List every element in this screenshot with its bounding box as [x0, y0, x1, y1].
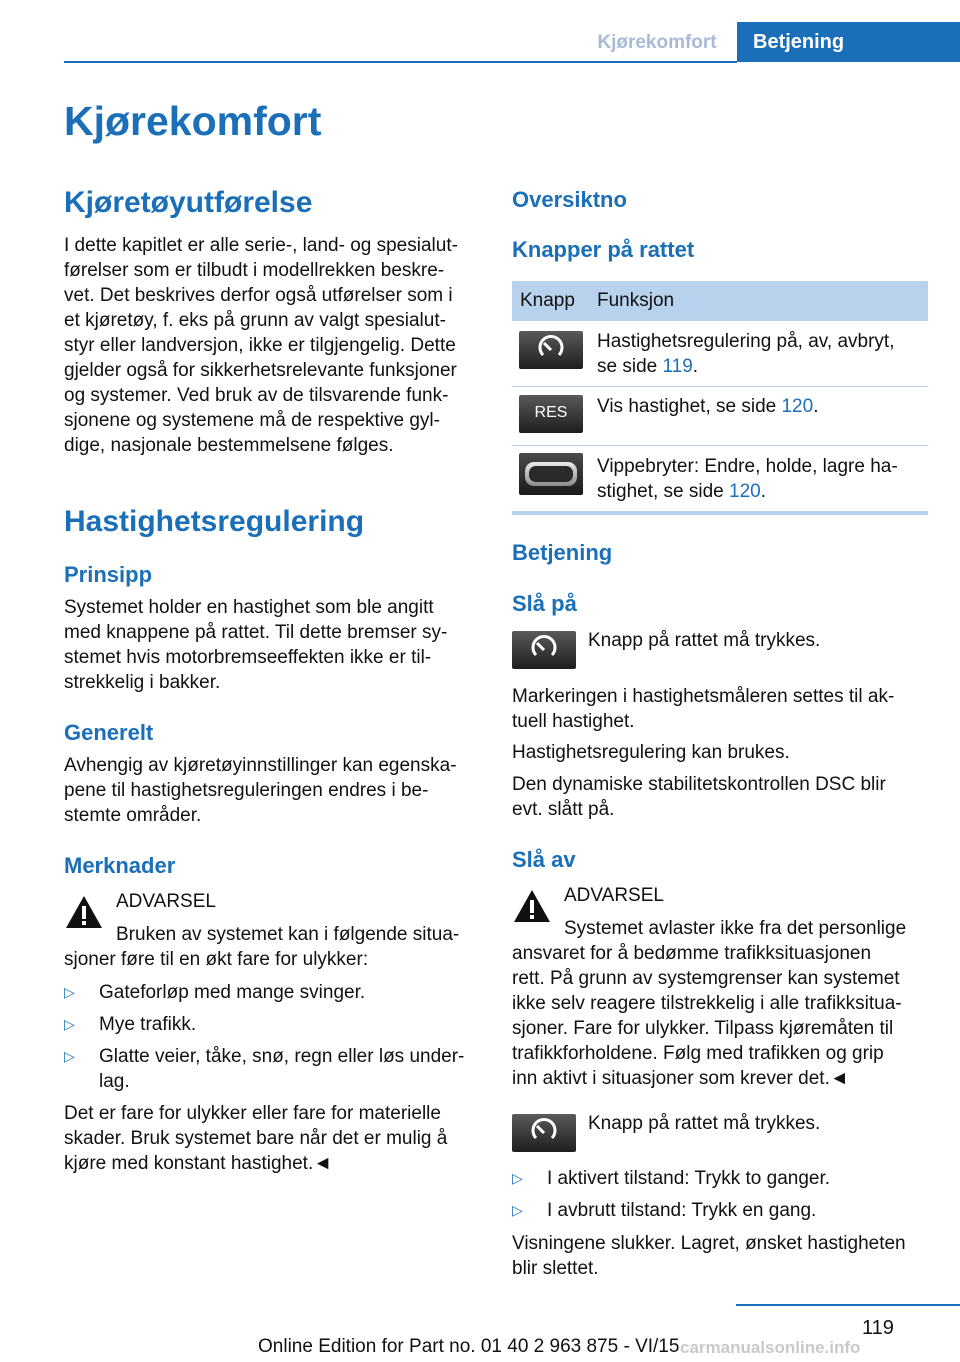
vehicle-heading: Kjøretøyutførelse: [64, 186, 313, 219]
page-link[interactable]: 120: [781, 396, 814, 417]
list-item: ▷ I avbrutt tilstand: Trykk en gang.: [512, 1200, 817, 1221]
on-text-b: Hastighetsregulering kan brukes.: [512, 742, 790, 763]
warning-label: ADVARSEL: [564, 885, 664, 906]
col-button-header: Knapp: [520, 290, 575, 311]
cruise-control-icon: [512, 631, 576, 669]
bullet-triangle-icon: ▷: [64, 984, 75, 1000]
list-item: ▷ Mye trafikk.: [64, 1014, 197, 1035]
header-chapter-tab: Betjening: [737, 22, 960, 62]
cruise-heading: Hastighetsregulering: [64, 505, 365, 538]
overview-heading: Oversiktno: [512, 187, 627, 212]
header-section: Kjørekomfort: [597, 32, 717, 53]
bullet-triangle-icon: ▷: [512, 1202, 523, 1218]
page-link[interactable]: 119: [662, 356, 693, 377]
list-item: ▷ Glatte veier, tåke, snø, regn eller løs under- lag.: [64, 1046, 465, 1092]
principle-heading: Prinsipp: [64, 562, 153, 587]
warning-text-first: Bruken av systemet kan i følgende situa-: [116, 924, 460, 945]
operation-heading: Betjening: [512, 540, 613, 565]
row-divider: [512, 445, 928, 446]
row-divider: [512, 386, 928, 387]
bullet-triangle-icon: ▷: [512, 1170, 523, 1186]
warning-text-rest: sjoner føre til en økt fare for ulykker:: [64, 949, 369, 970]
page-link[interactable]: 120: [729, 481, 761, 502]
page-title: Kjørekomfort: [64, 98, 322, 144]
on-heading: Slå på: [512, 591, 577, 616]
list-item: ▷ Gateforløp med mange svinger.: [64, 982, 366, 1003]
running-header: [0, 22, 960, 62]
buttons-heading: Knapper på rattet: [512, 237, 695, 262]
general-text: Avhengig av kjøretøyinnstillinger kan egenska- pene til hastighetsreguleringen endres i be- stemte områder.: [64, 755, 457, 826]
general-heading: Generelt: [64, 720, 154, 745]
on-text-a: Markeringen i hastighetsmåleren settes til ak- tuell hastighet.: [512, 686, 895, 732]
watermark: carmanualsonline.info: [680, 1338, 861, 1357]
table-bottom-rule: [512, 511, 928, 515]
warning-text-first: Systemet avlaster ikke fra det personlige: [564, 918, 907, 939]
cruise-control-icon: [512, 1114, 576, 1152]
hazard-list: [64, 980, 484, 1094]
warning-text-rest: ansvaret for å bedømme trafikksituasjonen rett. På grunn av systemgrenser kan systemet ikke selv reagere tilstrekkelig i alle trafikksitua- sjoner. Fare for ulykker. Tilpass kjøremåten til trafikkforholdene. Følg med trafikken og grip inn aktivt i situasjoner som krever det.◄: [512, 943, 902, 1089]
off-heading: Slå av: [512, 847, 576, 872]
warning-label: ADVARSEL: [116, 891, 216, 912]
res-button-icon: RES: [519, 395, 583, 433]
off-closing-text: Visningene slukker. Lagret, ønsket hastigheten blir slettet.: [512, 1233, 906, 1279]
edition-text: Online Edition for Part no. 01 40 2 963 875 - VI/15: [258, 1336, 680, 1357]
page-number: 119: [862, 1317, 894, 1339]
table-row: Vippebryter: Endre, holde, lagre ha- stighet, se side 120.: [597, 456, 898, 502]
table-header: [512, 281, 928, 321]
bullet-triangle-icon: ▷: [64, 1048, 75, 1064]
vehicle-text: I dette kapitlet er alle serie-, land- og spesialut- førelser som er tilbudt i modellrekken beskre- vet. Det beskrives derfor også utførelser som i et kjøretøy, f. eks på grunn av valgt spesialut- styr eller landversjon, ikke er tilgjengelig. Dette gjelder også for sikkerhetsrelevante funksjoner og systemer. Ved bruk av de tilsvarende funk- sjonene og systemene må de respektive gyl- dige, nasjonale bestemmelsene følges.: [64, 235, 458, 456]
cruise-control-icon: [519, 331, 583, 369]
list-item: ▷ I aktivert tilstand: Trykk to ganger.: [512, 1168, 831, 1189]
warning-icon: [512, 886, 552, 931]
off-list: [512, 1166, 932, 1223]
rocker-switch-icon: [519, 453, 583, 495]
press-text-2: Knapp på rattet må trykkes.: [588, 1113, 821, 1134]
col-function-header: Funksjon: [597, 290, 675, 311]
bullet-triangle-icon: ▷: [64, 1016, 75, 1032]
press-text: Knapp på rattet må trykkes.: [588, 630, 821, 651]
table-row: Vis hastighet, se side 120.: [597, 396, 819, 417]
principle-text: Systemet holder en hastighet som ble angitt med knappene på rattet. Til dette bremser sy- stemet hvis motorbremseeffekten ikke er til- strekkelig i bakker.: [64, 597, 448, 693]
notes-heading: Merknader: [64, 853, 176, 878]
header-rule: [64, 61, 737, 63]
warning-icon: [64, 892, 104, 937]
closing-text: Det er fare for ulykker eller fare for materielle skader. Bruk systemet bare når det er mulig å kjøre med konstant hastighet.◄: [64, 1103, 448, 1174]
on-text-c: Den dynamiske stabilitetskontrollen DSC blir evt. slått på.: [512, 774, 886, 820]
table-row: Hastighetsregulering på, av, avbryt, se side 119.: [597, 331, 895, 377]
footer-rule: [736, 1304, 960, 1306]
